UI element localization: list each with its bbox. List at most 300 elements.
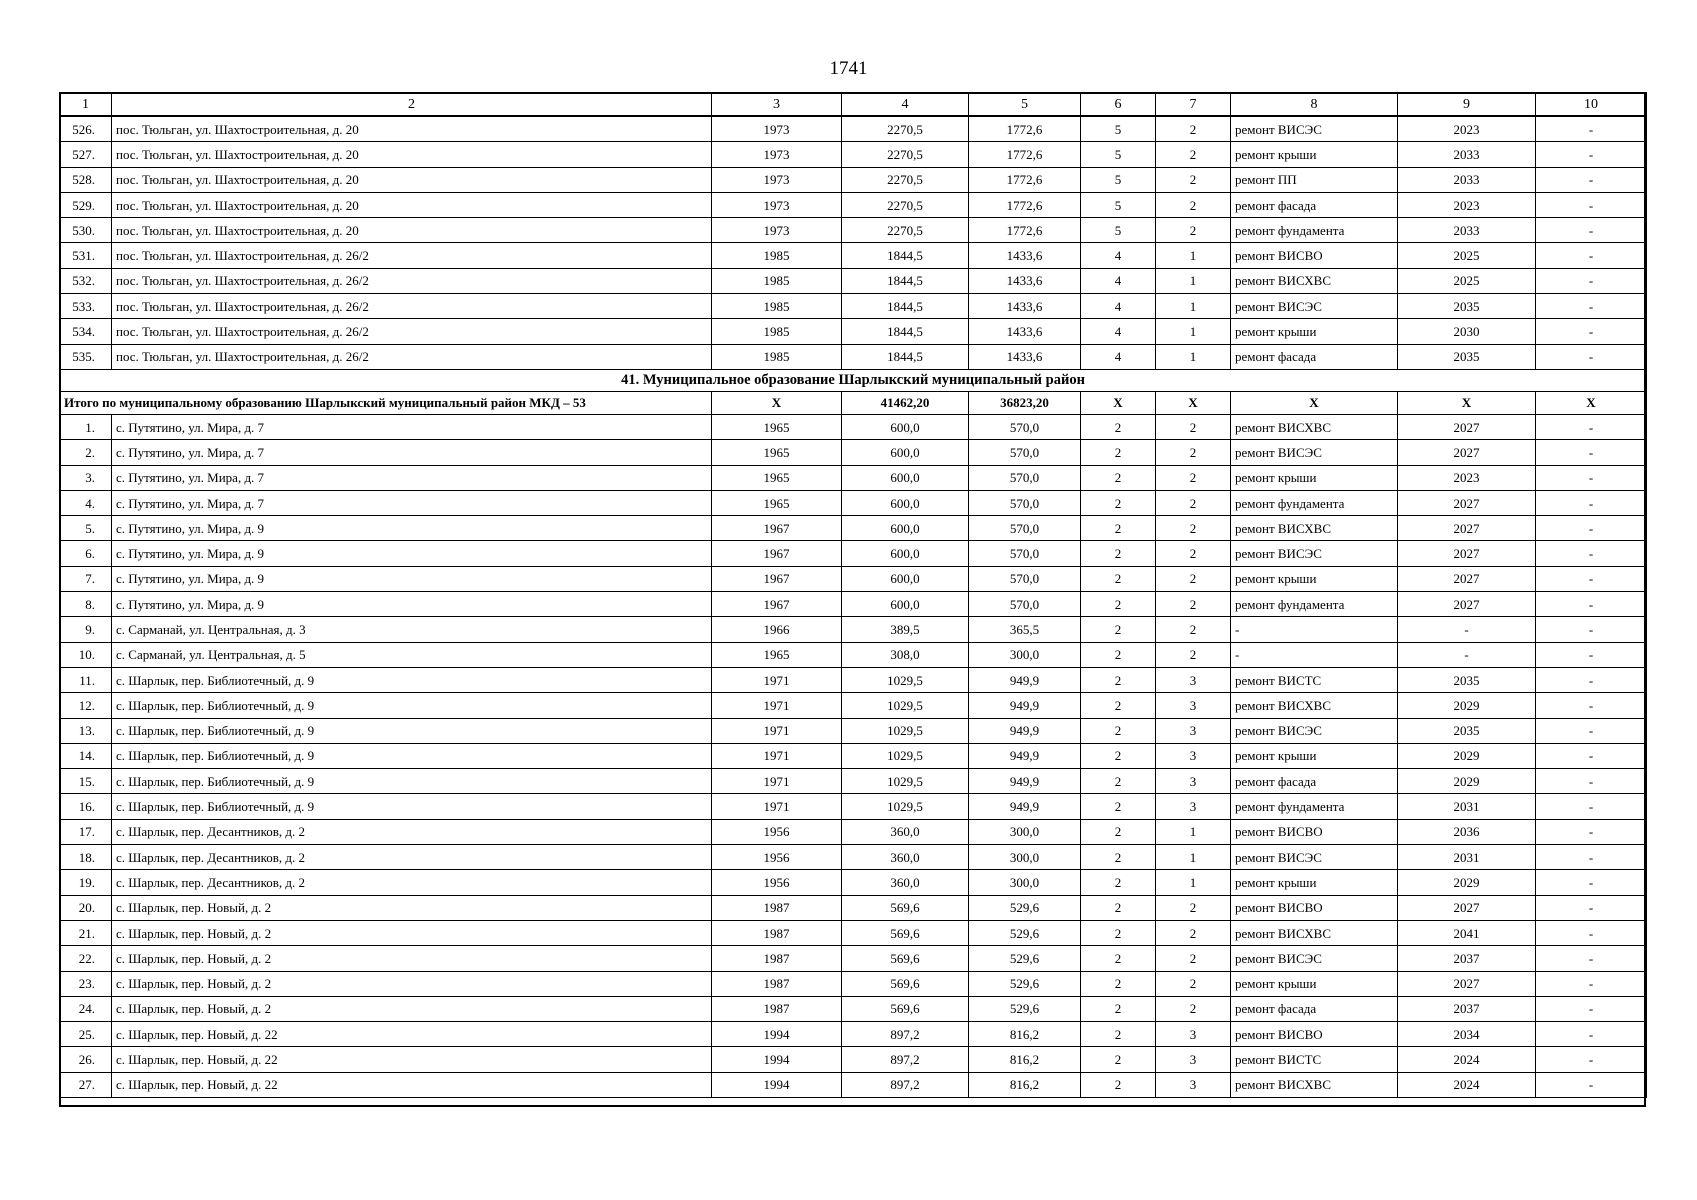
living-area-cell: 949,9 (969, 667, 1081, 692)
total-area-cell: 1029,5 (842, 794, 969, 819)
column-header: 9 (1398, 93, 1536, 116)
living-area-cell: 529,6 (969, 971, 1081, 996)
note-cell: - (1536, 667, 1647, 692)
living-area-cell: 570,0 (969, 465, 1081, 490)
address-cell: пос. Тюльган, ул. Шахтостроительная, д. 20 (112, 218, 712, 243)
year-cell: 1971 (712, 769, 842, 794)
total-area-cell: 600,0 (842, 440, 969, 465)
total-area-cell: 2270,5 (842, 218, 969, 243)
entrances-cell: 1 (1156, 819, 1231, 844)
note-cell: - (1536, 1047, 1647, 1072)
work-type-cell: ремонт ВИСВО (1231, 895, 1398, 920)
note-cell: - (1536, 440, 1647, 465)
entrances-cell: 2 (1156, 192, 1231, 217)
work-type-cell: ремонт ВИСХВС (1231, 1072, 1398, 1097)
planned-year-cell: 2033 (1398, 218, 1536, 243)
entrances-cell: 1 (1156, 845, 1231, 870)
total-value: Х (1156, 391, 1231, 414)
address-cell: с. Путятино, ул. Мира, д. 9 (112, 541, 712, 566)
work-type-cell: ремонт ВИСВО (1231, 819, 1398, 844)
table-row (60, 1022, 1647, 1047)
living-area-cell: 1772,6 (969, 192, 1081, 217)
total-label: Итого по муниципальному образованию Шарлыкский муниципальный район МКД – 53 (60, 391, 712, 414)
year-cell: 1967 (712, 592, 842, 617)
year-cell: 1965 (712, 642, 842, 667)
row-number: 14. (60, 743, 112, 768)
total-area-cell: 569,6 (842, 920, 969, 945)
total-area-cell: 1029,5 (842, 667, 969, 692)
address-cell: с. Шарлык, пер. Библиотечный, д. 9 (112, 718, 712, 743)
entrances-cell: 2 (1156, 465, 1231, 490)
note-cell: - (1536, 294, 1647, 319)
address-cell: с. Шарлык, пер. Новый, д. 2 (112, 946, 712, 971)
work-type-cell: ремонт фундамента (1231, 592, 1398, 617)
table-row (60, 946, 1647, 971)
work-type-cell: ремонт ВИСХВС (1231, 920, 1398, 945)
table-row (60, 819, 1647, 844)
work-type-cell: ремонт ВИСВО (1231, 1022, 1398, 1047)
total-area-cell: 897,2 (842, 1072, 969, 1097)
table-row (60, 693, 1647, 718)
floors-cell: 4 (1081, 243, 1156, 268)
planned-year-cell: 2027 (1398, 592, 1536, 617)
year-cell: 1987 (712, 920, 842, 945)
row-number: 11. (60, 667, 112, 692)
address-cell: с. Путятино, ул. Мира, д. 9 (112, 516, 712, 541)
entrances-cell: 2 (1156, 996, 1231, 1021)
work-type-cell: ремонт ВИСХВС (1231, 693, 1398, 718)
year-cell: 1985 (712, 243, 842, 268)
address-cell: с. Путятино, ул. Мира, д. 9 (112, 592, 712, 617)
address-cell: с. Шарлык, пер. Десантников, д. 2 (112, 819, 712, 844)
row-number: 26. (60, 1047, 112, 1072)
floors-cell: 2 (1081, 617, 1156, 642)
year-cell: 1965 (712, 465, 842, 490)
total-area-cell: 1844,5 (842, 319, 969, 344)
living-area-cell: 1772,6 (969, 218, 1081, 243)
table-row (60, 344, 1647, 369)
row-number: 529. (60, 192, 112, 217)
planned-year-cell: 2029 (1398, 769, 1536, 794)
row-number: 6. (60, 541, 112, 566)
living-area-cell: 1433,6 (969, 294, 1081, 319)
row-number: 528. (60, 167, 112, 192)
year-cell: 1971 (712, 718, 842, 743)
table-row (60, 465, 1647, 490)
work-type-cell: ремонт ПП (1231, 167, 1398, 192)
year-cell: 1965 (712, 490, 842, 515)
table-row (60, 116, 1647, 142)
living-area-cell: 529,6 (969, 920, 1081, 945)
floors-cell: 2 (1081, 465, 1156, 490)
column-header: 6 (1081, 93, 1156, 116)
floors-cell: 2 (1081, 996, 1156, 1021)
table-row (60, 743, 1647, 768)
planned-year-cell: 2033 (1398, 142, 1536, 167)
total-area-cell: 569,6 (842, 946, 969, 971)
entrances-cell: 2 (1156, 617, 1231, 642)
entrances-cell: 1 (1156, 870, 1231, 895)
year-cell: 1967 (712, 541, 842, 566)
living-area-cell: 300,0 (969, 870, 1081, 895)
year-cell: 1985 (712, 319, 842, 344)
living-area-cell: 529,6 (969, 946, 1081, 971)
year-cell: 1971 (712, 743, 842, 768)
table-row (60, 845, 1647, 870)
planned-year-cell: - (1398, 617, 1536, 642)
total-area-cell: 1029,5 (842, 769, 969, 794)
work-type-cell: ремонт крыши (1231, 465, 1398, 490)
total-area-cell: 2270,5 (842, 167, 969, 192)
address-cell: с. Путятино, ул. Мира, д. 7 (112, 414, 712, 439)
address-cell: с. Шарлык, пер. Новый, д. 2 (112, 895, 712, 920)
address-cell: с. Шарлык, пер. Библиотечный, д. 9 (112, 794, 712, 819)
table-row (60, 319, 1647, 344)
row-number: 8. (60, 592, 112, 617)
living-area-cell: 949,9 (969, 794, 1081, 819)
planned-year-cell: 2027 (1398, 440, 1536, 465)
page-number: 1741 (829, 58, 868, 79)
note-cell: - (1536, 490, 1647, 515)
floors-cell: 4 (1081, 344, 1156, 369)
row-number: 7. (60, 566, 112, 591)
work-type-cell: ремонт ВИСЭС (1231, 946, 1398, 971)
address-cell: пос. Тюльган, ул. Шахтостроительная, д. 26/2 (112, 243, 712, 268)
living-area-cell: 1433,6 (969, 319, 1081, 344)
entrances-cell: 2 (1156, 218, 1231, 243)
living-area-cell: 570,0 (969, 592, 1081, 617)
floors-cell: 2 (1081, 870, 1156, 895)
note-cell: - (1536, 319, 1647, 344)
column-header: 3 (712, 93, 842, 116)
row-number: 4. (60, 490, 112, 515)
total-value: 41462,20 (842, 391, 969, 414)
total-area-cell: 1029,5 (842, 693, 969, 718)
entrances-cell: 2 (1156, 566, 1231, 591)
total-area-cell: 600,0 (842, 541, 969, 566)
entrances-cell: 2 (1156, 541, 1231, 566)
planned-year-cell: 2023 (1398, 116, 1536, 142)
planned-year-cell: 2023 (1398, 192, 1536, 217)
note-cell: - (1536, 541, 1647, 566)
year-cell: 1967 (712, 516, 842, 541)
table-row (60, 566, 1647, 591)
year-cell: 1987 (712, 895, 842, 920)
address-cell: пос. Тюльган, ул. Шахтостроительная, д. 26/2 (112, 268, 712, 293)
work-type-cell: ремонт ВИСТС (1231, 667, 1398, 692)
column-number-row (60, 93, 1647, 116)
floors-cell: 2 (1081, 1022, 1156, 1047)
table-row (60, 243, 1647, 268)
living-area-cell: 570,0 (969, 516, 1081, 541)
floors-cell: 2 (1081, 667, 1156, 692)
row-number: 24. (60, 996, 112, 1021)
note-cell: - (1536, 718, 1647, 743)
row-number: 20. (60, 895, 112, 920)
entrances-cell: 2 (1156, 142, 1231, 167)
row-number: 10. (60, 642, 112, 667)
row-number: 9. (60, 617, 112, 642)
living-area-cell: 570,0 (969, 414, 1081, 439)
work-type-cell: ремонт ВИСЭС (1231, 718, 1398, 743)
table-row (60, 617, 1647, 642)
entrances-cell: 2 (1156, 414, 1231, 439)
address-cell: с. Шарлык, пер. Новый, д. 22 (112, 1022, 712, 1047)
entrances-cell: 3 (1156, 718, 1231, 743)
floors-cell: 2 (1081, 566, 1156, 591)
entrances-cell: 2 (1156, 642, 1231, 667)
row-number: 5. (60, 516, 112, 541)
planned-year-cell: 2027 (1398, 566, 1536, 591)
floors-cell: 4 (1081, 294, 1156, 319)
row-number: 13. (60, 718, 112, 743)
note-cell: - (1536, 617, 1647, 642)
planned-year-cell: 2033 (1398, 167, 1536, 192)
table-row (60, 895, 1647, 920)
entrances-cell: 3 (1156, 1072, 1231, 1097)
total-area-cell: 1844,5 (842, 344, 969, 369)
total-value: Х (712, 391, 842, 414)
total-value: Х (1231, 391, 1398, 414)
note-cell: - (1536, 996, 1647, 1021)
row-number: 19. (60, 870, 112, 895)
row-number: 15. (60, 769, 112, 794)
address-cell: с. Шарлык, пер. Библиотечный, д. 9 (112, 769, 712, 794)
work-type-cell: ремонт фасада (1231, 344, 1398, 369)
year-cell: 1966 (712, 617, 842, 642)
living-area-cell: 365,5 (969, 617, 1081, 642)
total-area-cell: 2270,5 (842, 142, 969, 167)
note-cell: - (1536, 592, 1647, 617)
entrances-cell: 2 (1156, 946, 1231, 971)
year-cell: 1987 (712, 946, 842, 971)
planned-year-cell: 2035 (1398, 294, 1536, 319)
living-area-cell: 1433,6 (969, 243, 1081, 268)
work-type-cell: - (1231, 617, 1398, 642)
note-cell: - (1536, 642, 1647, 667)
note-cell: - (1536, 845, 1647, 870)
planned-year-cell: 2030 (1398, 319, 1536, 344)
floors-cell: 2 (1081, 440, 1156, 465)
address-cell: с. Путятино, ул. Мира, д. 9 (112, 566, 712, 591)
planned-year-cell: 2029 (1398, 693, 1536, 718)
table-row (60, 218, 1647, 243)
living-area-cell: 300,0 (969, 845, 1081, 870)
floors-cell: 2 (1081, 414, 1156, 439)
total-area-cell: 600,0 (842, 414, 969, 439)
planned-year-cell: 2024 (1398, 1072, 1536, 1097)
planned-year-cell: 2031 (1398, 794, 1536, 819)
note-cell: - (1536, 414, 1647, 439)
total-value: Х (1536, 391, 1647, 414)
address-cell: с. Шарлык, пер. Библиотечный, д. 9 (112, 667, 712, 692)
note-cell: - (1536, 344, 1647, 369)
work-type-cell: ремонт фасада (1231, 769, 1398, 794)
row-number: 535. (60, 344, 112, 369)
living-area-cell: 300,0 (969, 642, 1081, 667)
note-cell: - (1536, 920, 1647, 945)
year-cell: 1965 (712, 414, 842, 439)
floors-cell: 2 (1081, 642, 1156, 667)
address-cell: с. Шарлык, пер. Десантников, д. 2 (112, 870, 712, 895)
column-header: 7 (1156, 93, 1231, 116)
year-cell: 1973 (712, 116, 842, 142)
note-cell: - (1536, 566, 1647, 591)
planned-year-cell: 2027 (1398, 971, 1536, 996)
row-number: 3. (60, 465, 112, 490)
year-cell: 1956 (712, 819, 842, 844)
total-area-cell: 569,6 (842, 895, 969, 920)
note-cell: - (1536, 167, 1647, 192)
note-cell: - (1536, 243, 1647, 268)
row-number: 27. (60, 1072, 112, 1097)
entrances-cell: 2 (1156, 920, 1231, 945)
table-row (60, 592, 1647, 617)
entrances-cell: 3 (1156, 693, 1231, 718)
floors-cell: 2 (1081, 920, 1156, 945)
year-cell: 1971 (712, 693, 842, 718)
work-type-cell: - (1231, 642, 1398, 667)
total-area-cell: 897,2 (842, 1047, 969, 1072)
entrances-cell: 2 (1156, 440, 1231, 465)
note-cell: - (1536, 516, 1647, 541)
work-type-cell: ремонт фундамента (1231, 218, 1398, 243)
year-cell: 1987 (712, 996, 842, 1021)
living-area-cell: 529,6 (969, 996, 1081, 1021)
note-cell: - (1536, 116, 1647, 142)
total-area-cell: 360,0 (842, 819, 969, 844)
table-row (60, 440, 1647, 465)
floors-cell: 4 (1081, 319, 1156, 344)
total-value: Х (1081, 391, 1156, 414)
planned-year-cell: 2035 (1398, 344, 1536, 369)
work-type-cell: ремонт крыши (1231, 142, 1398, 167)
living-area-cell: 1772,6 (969, 142, 1081, 167)
entrances-cell: 2 (1156, 895, 1231, 920)
address-cell: пос. Тюльган, ул. Шахтостроительная, д. 20 (112, 116, 712, 142)
row-number: 532. (60, 268, 112, 293)
planned-year-cell: 2037 (1398, 946, 1536, 971)
floors-cell: 2 (1081, 490, 1156, 515)
total-area-cell: 1844,5 (842, 243, 969, 268)
table-row (60, 971, 1647, 996)
column-header: 8 (1231, 93, 1398, 116)
planned-year-cell: 2029 (1398, 743, 1536, 768)
work-type-cell: ремонт фундамента (1231, 794, 1398, 819)
year-cell: 1987 (712, 971, 842, 996)
living-area-cell: 529,6 (969, 895, 1081, 920)
row-number: 17. (60, 819, 112, 844)
entrances-cell: 2 (1156, 516, 1231, 541)
living-area-cell: 300,0 (969, 819, 1081, 844)
work-type-cell: ремонт ВИСЭС (1231, 845, 1398, 870)
note-cell: - (1536, 465, 1647, 490)
total-area-cell: 897,2 (842, 1022, 969, 1047)
year-cell: 1985 (712, 268, 842, 293)
work-type-cell: ремонт крыши (1231, 319, 1398, 344)
work-type-cell: ремонт ВИСЭС (1231, 116, 1398, 142)
floors-cell: 2 (1081, 743, 1156, 768)
planned-year-cell: 2031 (1398, 845, 1536, 870)
work-type-cell: ремонт крыши (1231, 870, 1398, 895)
table-row (60, 769, 1647, 794)
work-type-cell: ремонт крыши (1231, 971, 1398, 996)
year-cell: 1956 (712, 845, 842, 870)
address-cell: с. Путятино, ул. Мира, д. 7 (112, 465, 712, 490)
work-type-cell: ремонт ВИСХВС (1231, 516, 1398, 541)
work-type-cell: ремонт ВИСЭС (1231, 541, 1398, 566)
section-title-row (60, 369, 1647, 391)
total-area-cell: 1844,5 (842, 268, 969, 293)
entrances-cell: 2 (1156, 592, 1231, 617)
entrances-cell: 3 (1156, 1022, 1231, 1047)
total-area-cell: 360,0 (842, 845, 969, 870)
planned-year-cell: 2027 (1398, 490, 1536, 515)
entrances-cell: 2 (1156, 490, 1231, 515)
address-cell: с. Шарлык, пер. Новый, д. 22 (112, 1047, 712, 1072)
address-cell: с. Шарлык, пер. Новый, д. 2 (112, 920, 712, 945)
floors-cell: 2 (1081, 819, 1156, 844)
floors-cell: 5 (1081, 142, 1156, 167)
row-number: 23. (60, 971, 112, 996)
address-cell: с. Путятино, ул. Мира, д. 7 (112, 490, 712, 515)
total-area-cell: 600,0 (842, 490, 969, 515)
planned-year-cell: 2037 (1398, 996, 1536, 1021)
living-area-cell: 1433,6 (969, 344, 1081, 369)
floors-cell: 2 (1081, 592, 1156, 617)
column-header: 1 (60, 93, 112, 116)
year-cell: 1971 (712, 667, 842, 692)
total-value: 36823,20 (969, 391, 1081, 414)
row-number: 2. (60, 440, 112, 465)
entrances-cell: 1 (1156, 319, 1231, 344)
total-area-cell: 2270,5 (842, 116, 969, 142)
row-number: 18. (60, 845, 112, 870)
table-row (60, 667, 1647, 692)
address-cell: пос. Тюльган, ул. Шахтостроительная, д. 20 (112, 142, 712, 167)
total-area-cell: 1029,5 (842, 743, 969, 768)
floors-cell: 2 (1081, 718, 1156, 743)
floors-cell: 2 (1081, 516, 1156, 541)
year-cell: 1985 (712, 344, 842, 369)
note-cell: - (1536, 268, 1647, 293)
planned-year-cell: 2034 (1398, 1022, 1536, 1047)
housing-register-table (59, 92, 1647, 1098)
table-row (60, 268, 1647, 293)
table-row (60, 870, 1647, 895)
table-row (60, 167, 1647, 192)
year-cell: 1973 (712, 192, 842, 217)
total-area-cell: 1844,5 (842, 294, 969, 319)
table-row (60, 642, 1647, 667)
address-cell: пос. Тюльган, ул. Шахтостроительная, д. 26/2 (112, 344, 712, 369)
row-number: 21. (60, 920, 112, 945)
note-cell: - (1536, 192, 1647, 217)
total-value: Х (1398, 391, 1536, 414)
total-area-cell: 360,0 (842, 870, 969, 895)
note-cell: - (1536, 971, 1647, 996)
entrances-cell: 1 (1156, 344, 1231, 369)
address-cell: пос. Тюльган, ул. Шахтостроительная, д. 20 (112, 192, 712, 217)
note-cell: - (1536, 1072, 1647, 1097)
planned-year-cell: 2027 (1398, 414, 1536, 439)
total-row (60, 391, 1647, 414)
entrances-cell: 1 (1156, 268, 1231, 293)
planned-year-cell: 2027 (1398, 541, 1536, 566)
floors-cell: 2 (1081, 845, 1156, 870)
note-cell: - (1536, 1022, 1647, 1047)
table-row (60, 718, 1647, 743)
